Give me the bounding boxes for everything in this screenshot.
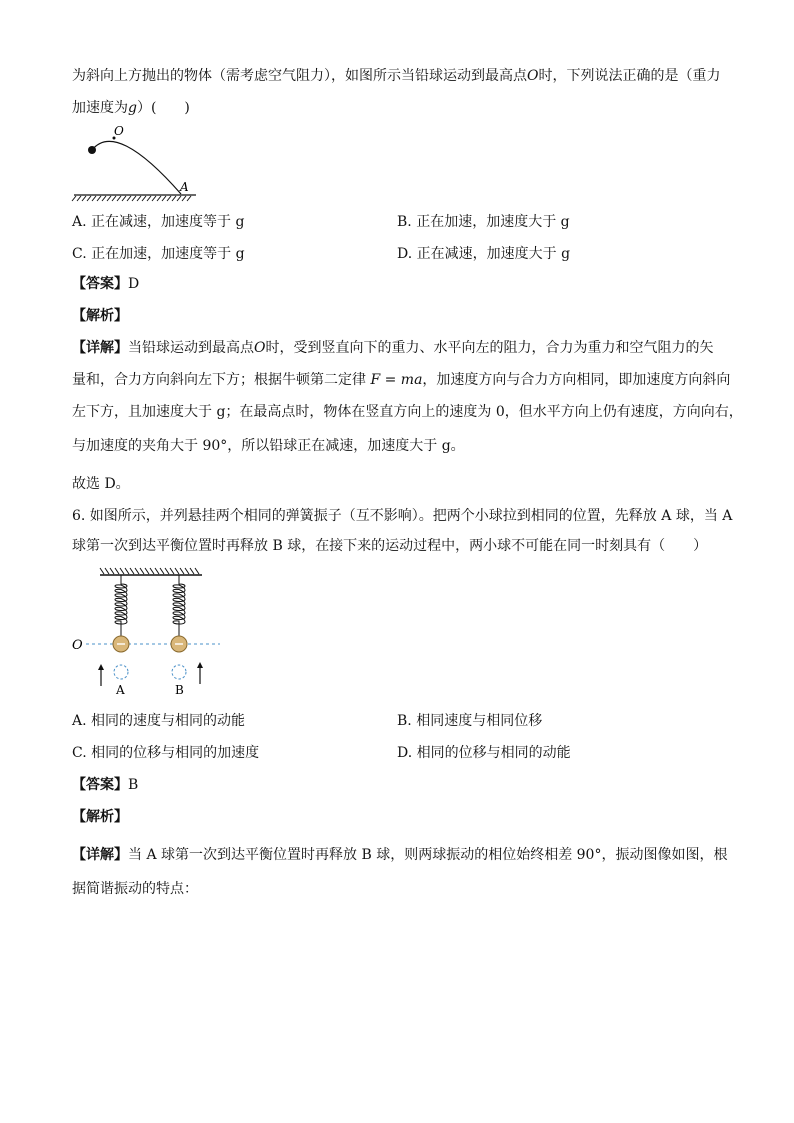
answer-value: D	[128, 276, 140, 292]
q5-detail-line1	[72, 338, 713, 358]
arrow-up-icon	[98, 664, 104, 686]
g-symbol: g	[128, 100, 137, 116]
q5-option-d: D. 正在减速，加速度大于 g	[397, 246, 571, 262]
q6-detail-line1	[72, 845, 727, 865]
q5-trajectory-figure	[72, 124, 202, 204]
springs	[115, 575, 185, 636]
q5-analysis-line	[72, 306, 128, 326]
q6-answer-line	[72, 775, 138, 795]
q6-stem-line1: 6. 如图所示，并列悬挂两个相同的弹簧振子（互不影响）。把两个小球拉到相同的位置，先释放 A 球，当 A	[72, 508, 733, 524]
point-o-symbol: O	[254, 340, 266, 356]
detail-text: 时，受到竖直向下的重力、水平向左的阻力，合力为重力和空气阻力的矢	[265, 340, 714, 356]
q5-stem-line2	[72, 98, 190, 118]
detail-text: 当铅球运动到最高点	[128, 340, 254, 356]
q5-detail-line4: 与加速度的夹角大于 90°，所以铅球正在减速，加速度大于 g。	[72, 438, 465, 454]
newton-formula: F = ma	[370, 372, 423, 388]
q5-conclusion: 故选 D。	[72, 476, 130, 492]
ceiling-hatching	[100, 568, 199, 574]
q5-stem-tail: 时，下列说法正确的是（重力	[538, 68, 721, 84]
q5-answer-line	[72, 274, 139, 294]
answer-value: B	[128, 777, 139, 793]
label-b: B	[175, 683, 184, 697]
trajectory-curve	[92, 141, 181, 194]
label-a: A	[116, 683, 125, 697]
ball-b-start-position	[172, 665, 186, 679]
label-o: O	[72, 638, 83, 653]
detail-text: 当 A 球第一次到达平衡位置时再释放 B 球，则两球振动的相位始终相差 90°，振动图像如图，根	[128, 847, 728, 863]
q6-stem-line2: 球第一次到达平衡位置时再释放 B 球，在接下来的运动过程中，两小球不可能在同一时刻具有（ ）	[72, 538, 708, 554]
answer-tag: 【答案】	[72, 276, 128, 292]
ball-a-start-position	[114, 665, 128, 679]
q5-option-b: B. 正在加速，加速度大于 g	[397, 214, 570, 230]
q5-option-c: C. 正在加速，加速度等于 g	[72, 246, 245, 262]
analysis-tag: 【解析】	[72, 809, 128, 825]
q6-detail-line2: 据简谐振动的特点：	[72, 881, 198, 897]
ground-hatching	[72, 196, 191, 201]
q6-option-b: B. 相同速度与相同位移	[397, 713, 543, 729]
shot-ball	[88, 146, 96, 154]
q5-stem-line1	[72, 66, 720, 86]
detail-text: ，加速度方向与合力方向相同，即加速度方向斜向	[422, 372, 731, 388]
label-o: O	[114, 124, 124, 138]
answer-tag: 【答案】	[72, 777, 128, 793]
arrow-up-icon	[197, 662, 203, 684]
detail-tag: 【详解】	[72, 340, 128, 356]
analysis-tag: 【解析】	[72, 308, 128, 324]
q6-option-a: A. 相同的速度与相同的动能	[72, 713, 246, 729]
q5-detail-line3: 左下方，且加速度大于 g；在最高点时，物体在竖直方向上的速度为 0，但水平方向上仍有速度，方向向右，	[72, 404, 743, 420]
ball-b	[171, 636, 187, 652]
q6-option-d: D. 相同的位移与相同的动能	[397, 745, 571, 761]
q5-detail-line2	[72, 370, 730, 390]
label-a: A	[180, 180, 189, 194]
q5-stem-line2-text: 加速度为	[72, 100, 128, 116]
q6-analysis-line	[72, 807, 128, 827]
q6-option-c: C. 相同的位移与相同的加速度	[72, 745, 260, 761]
q5-stem-text: 为斜向上方抛出的物体（需考虑空气阻力），如图所示当铅球运动到最高点	[72, 68, 527, 84]
q5-option-a: A. 正在减速，加速度等于 g	[72, 214, 245, 230]
q6-spring-figure	[72, 566, 232, 700]
ball-a	[113, 636, 129, 652]
q5-stem-line2-tail: ）( )	[136, 100, 190, 116]
detail-tag: 【详解】	[72, 847, 128, 863]
detail-text: 量和，合力方向斜向左下方；根据牛顿第二定律	[72, 372, 366, 388]
point-o-symbol: O	[527, 68, 539, 84]
